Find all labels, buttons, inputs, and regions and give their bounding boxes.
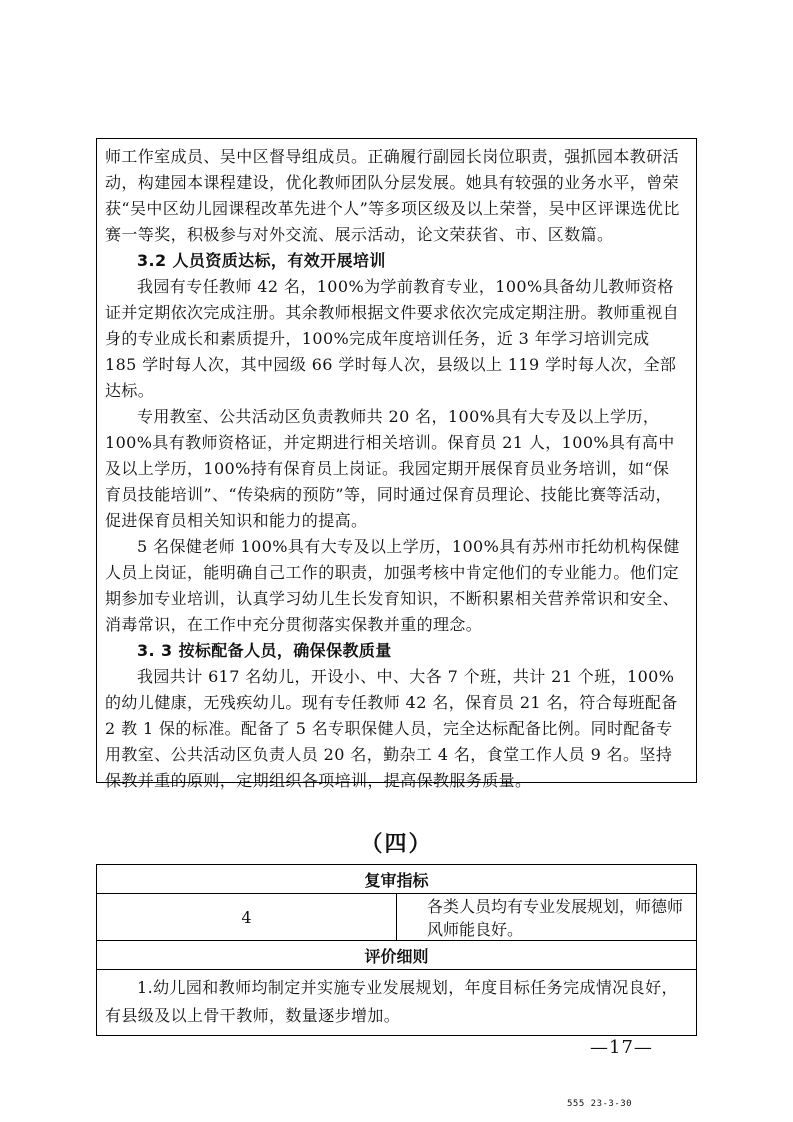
indicator-number: 4 (97, 894, 397, 941)
paragraph-teachers: 我园有专任教师 42 名，100%为学前教育专业，100%具备幼儿教师资格证并定期依次完成注册。其余教师根据文件要求依次完成定期注册。教师重视自身的专业成长和素质提升，100%完成年度培训任务，近 3 年学习培训完成 185 学时每人次，其中园级 66 学时每人次，县级以上 119 学时每人次，全部达标。 (105, 277, 680, 400)
table-header-indicator: 复审指标 (97, 865, 697, 894)
content-box (96, 138, 697, 790)
section-heading-3-2: 3.2 人员资质达标，有效开展培训 (137, 251, 386, 270)
paragraph-staffing: 我园共计 617 名幼儿，开设小、中、大各 7 个班，共计 21 个班，100%的幼儿健康，无残疾幼儿。现有专任教师 42 名，保育员 21 名，符合每班配备 2 教 1 保的标准。配备了 5 名专职保健人员，完全达标配备比例。同时配备专用教室、公共活动区负责人员 20 名，勤杂工 4 名，食堂工作人员 9 名。坚持保教并重的原则，定期组织各项培训，提高保教服务质量。 (105, 667, 678, 790)
table-header-criteria: 评价细则 (97, 941, 697, 970)
paragraph-special-staff: 专用教室、公共活动区负责教师共 20 名，100%具有大专及以上学历，100%具有教师资格证，并定期进行相关培训。保育员 21 人，100%具有高中及以上学历，100%持有保育员上岗证。我园定期开展保育员业务培训，如“保育员技能培训”、“传染病的预防”等，同时通过保育员理论、技能比赛等活动，促进保育员相关知识和能力的提高。 (105, 407, 675, 530)
paragraph-intro: 师工作室成员、吴中区督导组成员。正确履行副园长岗位职责，强抓园本教研活动，构建园本课程建设，优化教师团队分层发展。她具有较强的业务水平，曾荣获“吴中区幼儿园课程改革先进个人”等多项区级及以上荣誉，吴中区评课选优比赛一等奖，积极参与对外交流、展示活动，论文荣获省、市、区数篇。 (105, 147, 680, 244)
indicator-text: 各类人员均有专业发展规划，师德师风师能良好。 (397, 894, 697, 941)
paragraph-health-staff: 5 名保健老师 100%具有大专及以上学历，100%具有苏州市托幼机构保健人员上岗证，能明确自己工作的职责，加强考核中肯定他们的专业能力。他们定期参加专业培训，认真学习幼儿生长发育知识，不断积累相关营养常识和安全、消毒常识，在工作中充分贯彻落实保教并重的理念。 (105, 537, 680, 634)
section-heading-3-3: 3. 3 按标配备人员，确保保教质量 (137, 641, 392, 660)
review-indicator-table (96, 864, 697, 1036)
page-number: —17— (590, 1037, 653, 1058)
criteria-detail: 1.幼儿园和教师均制定并实施专业发展规划，年度目标任务完成情况良好，有县级及以上骨干教师，数量逐步增加。 (105, 978, 678, 1025)
section-title-four: （四） (360, 831, 433, 857)
print-stamp: 555 23-3-30 (567, 1099, 633, 1109)
